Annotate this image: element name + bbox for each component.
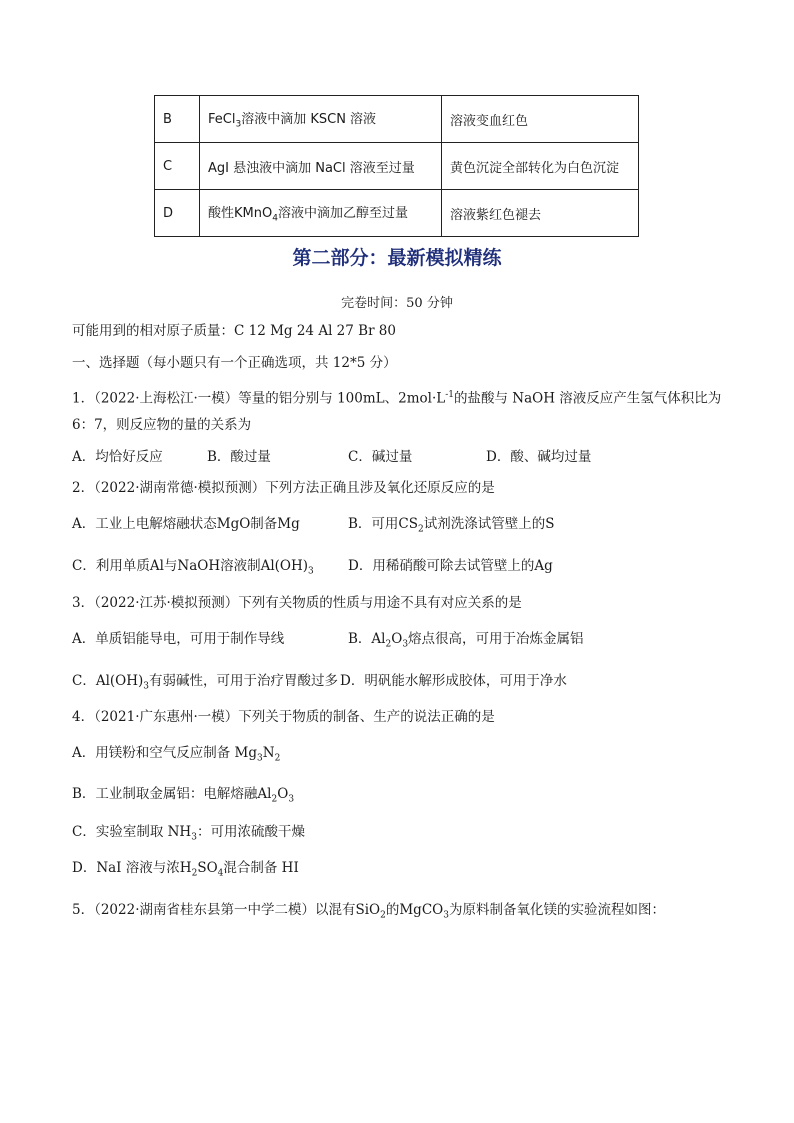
- row-label: D: [155, 190, 200, 237]
- q2-option-c: C．利用单质Al与NaOH溶液制$Al(OH)_3$: [72, 558, 314, 577]
- q4-option-c: C．实验室制取 $NH_3$：可用浓硫酸干燥: [72, 824, 305, 843]
- operation-cell: AgI 悬浊液中滴加 NaCl 溶液至过量: [200, 143, 442, 190]
- options-table: [154, 95, 639, 237]
- q2-options-cd: [72, 557, 553, 581]
- q1-line2: 6：7，则反应物的量的关系为: [72, 417, 252, 433]
- q2-options-ab: [72, 515, 554, 539]
- row-label: C: [155, 143, 200, 190]
- q3-option-c: C．$Al(OH)_3$有弱碱性，可用于治疗胃酸过多: [72, 673, 339, 692]
- q1-option-c: C．碱过量: [348, 449, 413, 465]
- q1-option-d: D．酸、碱均过量: [486, 449, 592, 465]
- part-heading: 一、选择题（每小题只有一个正确选项，共 12*5 分）: [72, 355, 397, 371]
- table-row: [155, 96, 639, 143]
- operation-cell: 酸性KMnO$_4$溶液中滴加乙醇至过量: [200, 190, 442, 237]
- table-row: [155, 143, 639, 190]
- q1-option-b: B．酸过量: [207, 449, 271, 465]
- result-cell: 溶液变血红色: [442, 96, 639, 143]
- q2-option-d: D．用稀硝酸可除去试管壁上的Ag: [348, 558, 553, 574]
- atomic-mass-note: 可能用到的相对原子质量：C 12 Mg 24 Al 27 Br 80: [72, 323, 396, 339]
- q1-option-a: A．均恰好反应: [72, 449, 163, 465]
- q3-stem: 3．（2022·江苏·模拟预测）下列有关物质的性质与用途不具有对应关系的是: [72, 595, 522, 611]
- q3-option-b: B．$Al_2O_3$熔点很高，可用于冶炼金属铝: [348, 631, 584, 650]
- section-title: 第二部分：最新模拟精练: [292, 247, 502, 269]
- q3-option-d: D．明矾能水解形成胶体，可用于净水: [340, 673, 567, 689]
- q4-option-d: D．NaI 溶液与浓$H_2SO_4$混合制备 HI: [72, 860, 299, 879]
- q4-stem: 4．（2021·广东惠州·一模）下列关于物质的制备、生产的说法正确的是: [72, 709, 495, 725]
- result-cell: 溶液紫红色褪去: [442, 190, 639, 237]
- q1-options: [72, 448, 591, 466]
- q5-stem: 5．（2022·湖南省桂东县第一中学二模）以混有SiO$_2$的MgCO$_3$为原料制备氧化镁的实验流程如图：: [72, 902, 665, 921]
- q3-option-a: A．单质铝能导电，可用于制作导线: [72, 631, 285, 647]
- q2-option-b: B．可用$CS_2$试剂洗涤试管壁上的S: [348, 516, 555, 535]
- time-note: 完卷时间：50 分钟: [341, 296, 453, 311]
- q4-option-a: A．用镁粉和空气反应制备 $Mg_3N_2$: [72, 745, 281, 764]
- operation-cell: FeCl$_3$溶液中滴加 KSCN 溶液: [200, 96, 442, 143]
- result-cell: 黄色沉淀全部转化为白色沉淀: [442, 143, 639, 190]
- table-row: [155, 190, 639, 237]
- row-label: B: [155, 96, 200, 143]
- q2-option-a: A．工业上电解熔融状态MgO制备Mg: [72, 516, 300, 532]
- q2-stem: 2．（2022·湖南常德·模拟预测）下列方法正确且涉及氧化还原反应的是: [72, 480, 495, 496]
- q4-option-b: B．工业制取金属铝：电解熔融$Al_2O_3$: [72, 786, 295, 805]
- q3-options-cd: [72, 672, 567, 696]
- q3-options-ab: [72, 630, 584, 654]
- q1-line1: 1．（2022·上海松江·一模）等量的铝分别与 100mL、$2mol\cdot L^{-1}$的盐酸与 NaOH 溶液反应产生氢气体积比为: [72, 390, 722, 407]
